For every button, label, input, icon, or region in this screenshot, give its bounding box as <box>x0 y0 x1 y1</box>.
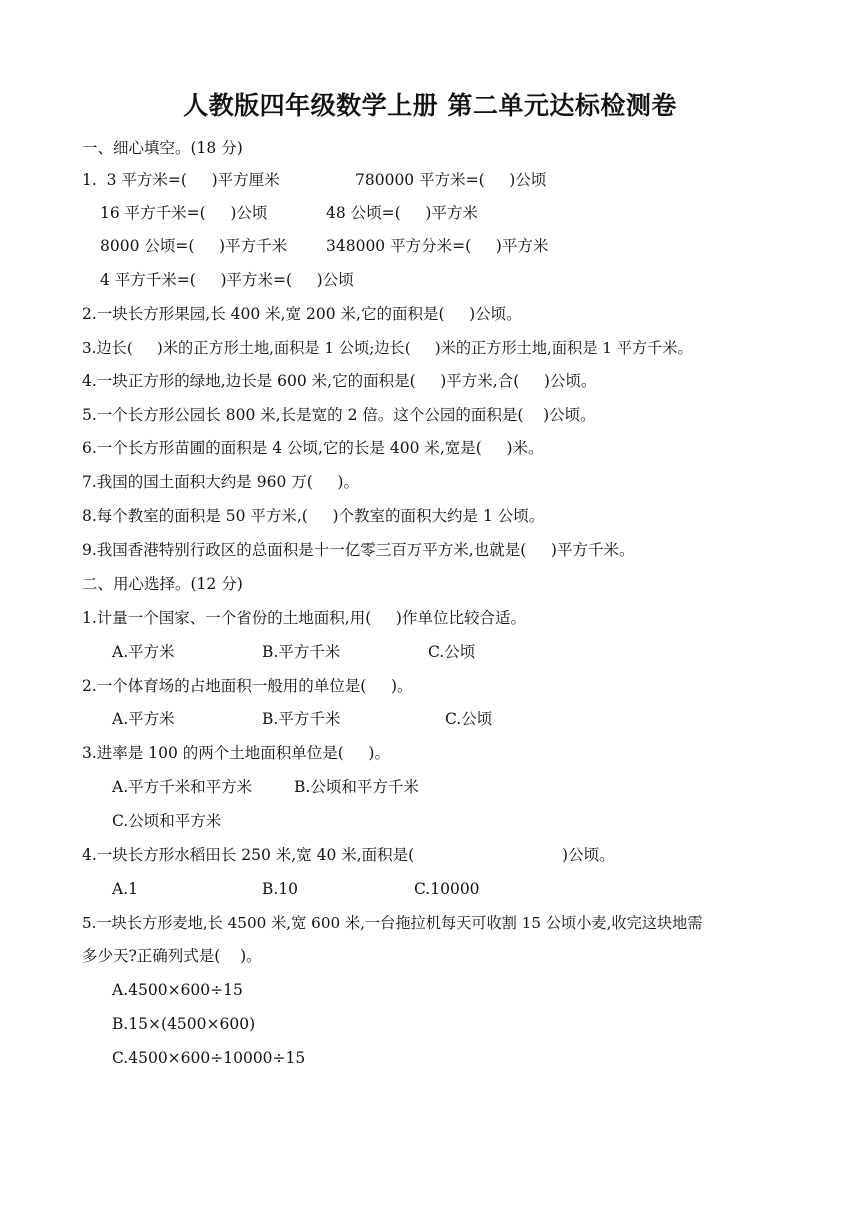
section1-heading: 一、细心填空。(18 分) <box>82 139 243 157</box>
s2-question: 5.一块长方形麦地,长 4500 米,宽 600 米,一台拖拉机每天可收割 15 公顷小麦,收完这块地需 <box>82 914 703 932</box>
s2-option: A.平方千米和平方米 <box>112 778 253 796</box>
s2-option: B.平方千米 <box>262 643 341 661</box>
s2-option: C.4500×600÷10000÷15 <box>112 1049 306 1067</box>
s1-q1-item: 4 平方千米=( )平方米=( )公顷 <box>100 271 354 289</box>
s1-question: 4.一块正方形的绿地,边长是 600 米,它的面积是( )平方米,合( )公顷。 <box>82 372 597 390</box>
s1-question: 6.一个长方形苗圃的面积是 4 公顷,它的长是 400 米,宽是( )米。 <box>82 439 544 457</box>
s1-question: 9.我国香港特别行政区的总面积是十一亿零三百万平方米,也就是( )平方千米。 <box>82 541 635 559</box>
s1-q1-item: 780000 平方米=( )公顷 <box>355 171 547 189</box>
s2-option: A.平方米 <box>112 710 175 728</box>
s1-q1-item: 1. 3 平方米=( )平方厘米 <box>82 171 280 189</box>
s2-question: 4.一块长方形水稻田长 250 米,宽 40 米,面积是( )公顷。 <box>82 846 615 864</box>
s2-option: B.10 <box>262 880 299 898</box>
s1-q1-item: 8000 公顷=( )平方千米 <box>100 237 288 255</box>
s2-option: B.15×(4500×600) <box>112 1015 256 1033</box>
s2-option: C.10000 <box>414 880 480 898</box>
s1-q1-item: 348000 平方分米=( )平方米 <box>326 237 549 255</box>
s2-option: C.公顷 <box>445 710 493 728</box>
section2-heading: 二、用心选择。(12 分) <box>82 575 243 593</box>
s2-option: A.平方米 <box>112 643 175 661</box>
s1-question: 8.每个教室的面积是 50 平方米,( )个教室的面积大约是 1 公顷。 <box>82 507 545 525</box>
s2-question: 2.一个体育场的占地面积一般用的单位是( )。 <box>82 677 413 695</box>
s1-question: 3.边长( )米的正方形土地,面积是 1 公顷;边长( )米的正方形土地,面积是 1 平方千米。 <box>82 339 693 357</box>
s1-q1-item: 48 公顷=( )平方米 <box>326 204 478 222</box>
s2-option: C.公顷 <box>428 643 476 661</box>
s1-question: 7.我国的国土面积大约是 960 万( )。 <box>82 473 359 491</box>
s1-question: 5.一个长方形公园长 800 米,长是宽的 2 倍。这个公园的面积是( )公顷。 <box>82 406 596 424</box>
s2-option: A.4500×600÷15 <box>112 981 243 999</box>
page-title: 人教版四年级数学上册 第二单元达标检测卷 <box>183 91 677 120</box>
s1-q1-item: 16 平方千米=( )公顷 <box>100 204 268 222</box>
s2-question: 1.计量一个国家、一个省份的土地面积,用( )作单位比较合适。 <box>82 609 526 627</box>
s2-option: B.平方千米 <box>262 710 341 728</box>
s2-option: C.公顷和平方米 <box>112 812 222 830</box>
s2-question: 多少天?正确列式是( )。 <box>82 947 262 965</box>
s2-question: 3.进率是 100 的两个土地面积单位是( )。 <box>82 744 390 762</box>
s2-option: A.1 <box>112 880 138 898</box>
s2-option: B.公顷和平方千米 <box>294 778 419 796</box>
s1-question: 2.一块长方形果园,长 400 米,宽 200 米,它的面积是( )公顷。 <box>82 305 522 323</box>
